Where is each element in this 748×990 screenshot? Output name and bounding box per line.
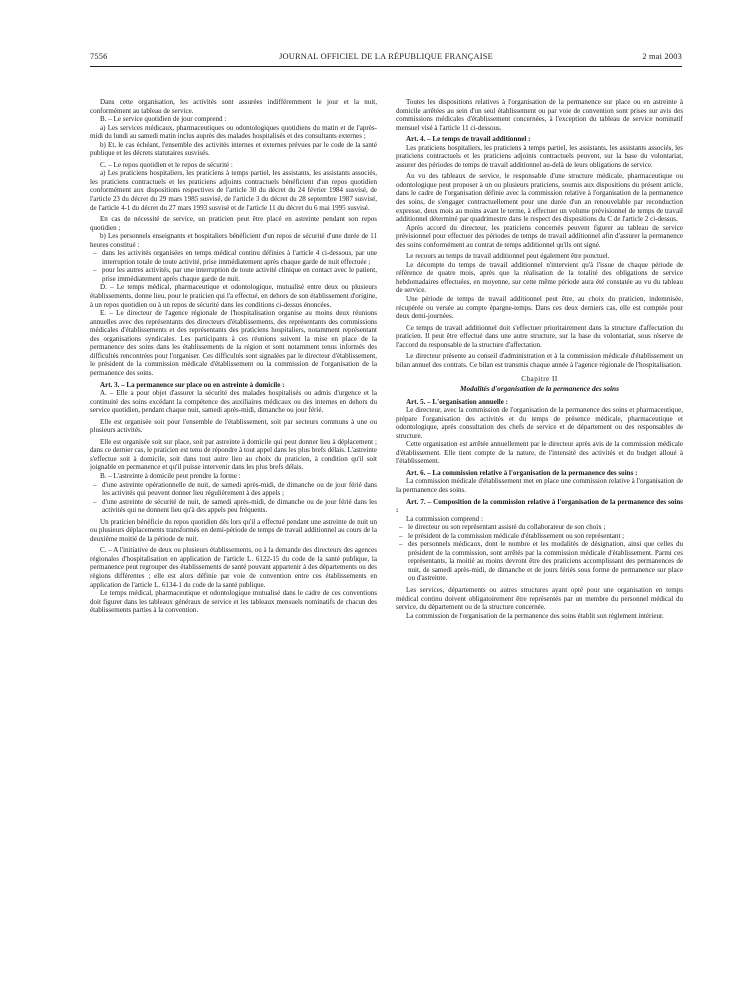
paragraph: Les services, départements ou autres structures ayant opté pour une organisation en temps médical continu doivent obligatoirement être représentés par un membre du personnel médical du service, du département ou de la structure concernée. <box>396 585 683 612</box>
paragraph: Cette organisation est arrêtée annuellement par le directeur après avis de la commission médicale d'établissement. Elle tient compte de la nature, de l'intensité des activités et du budget alloué à l'établissement. <box>396 440 683 466</box>
paragraph: A. – Elle a pour objet d'assurer la sécurité des malades hospitalisés ou admis d'urgence et la continuité des soins excédant la compétence des auxiliaires médicaux ou des internes en dehors du service quotidien, pendant chaque nuit, samedi après-midi, dimanche ou jour férié. <box>90 389 377 415</box>
bullet-list <box>90 481 377 515</box>
paragraph: Elle est organisée soit pour l'ensemble de l'établissement, soit par secteurs communs à une ou plusieurs activités. <box>90 417 377 435</box>
paragraph: Le décompte du temps de travail additionnel n'intervient qu'à l'issue de chaque période de référence de quatre mois, après que la réalisation de la totalité des obligations de service hebdomadaires effectuées, en moyenne, sur cette même période aura été constatée au vu du tableau de service. <box>396 260 683 295</box>
paragraph: Au vu des tableaux de service, le responsable d'une structure médicale, pharmaceutique ou odontologique peut proposer à un ou plusieurs praticiens, soumis aux dispositions du présent article, dans le cadre de l'organisation définie avec la commission relative à l'organisation de la permanence des soins, de s'engager contractuellement pour une durée d'un an renouvelable par reconduction expresse, deux mois au moins avant le terme, à effectuer un volume prévisionnel de temps de travail additionnel déterminé par quadrimestre dans le respect des dispositions du C de l'article 2 ci-dessus. <box>396 172 683 224</box>
paragraph: La commission comprend : <box>406 514 483 523</box>
paragraph: a) Les praticiens hospitaliers, les praticiens à temps partiel, les assistants, les assistants associés, les praticiens contractuels et les praticiens adjoints contractuels bénéficient d'un repos quotidien conformément aux dispositions respectives de l'article 30 du décret du 24 février 1984 susvisé, de l'article 23 du décret du 29 mars 1985 susvisé, de l'article 3 du décret du 28 septembre 1987 susvisé, de l'article 4-1 du décret du 27 mars 1993 susvisé et de l'article 11 du décret du 6 mai 1995 susvisé. <box>90 169 377 212</box>
header-rule <box>90 66 682 67</box>
paragraph: b) Et, le cas échéant, l'ensemble des activités internes et externes prévues par le code de la santé publique et les décrets statutaires susvisés. <box>90 140 377 158</box>
article-heading: Art. 3. – La permanence sur place ou en astreinte à domicile : <box>100 380 285 389</box>
page-number: 7556 <box>90 52 108 61</box>
left-column <box>90 98 377 615</box>
paragraph: E. – Le directeur de l'agence régionale de l'hospitalisation organise au moins deux réunions annuelles avec des représentants des directeurs d'établissements, des représentants des commissions médicales d'établissements et des représentants des praticiens hospitaliers, notamment représentant des organisations syndicales. Les participants à ces réunions suivent la mise en place de la permanence des soins dans les établissements de la région et sont notamment tenus informés des difficultés rencontrées pour l'organiser. Ces difficultés sont signalées par le directeur d'établissement, le président de la commission médicale d'établissement ou la commission de l'organisation de la permanence des soins. <box>90 309 377 377</box>
paragraph: En cas de nécessité de service, un praticien peut être placé en astreinte pendant son repos quotidien ; <box>90 215 377 232</box>
paragraph: D. – Le temps médical, pharmaceutique et odontologique, mutualisé entre deux ou plusieurs établissements, donne lieu, pour le praticien qui l'a effectué, en dehors de son établissement d'origine, à un repos quotidien ou à un repos de sécurité dans les conditions ci-dessus énoncées. <box>90 283 377 309</box>
page-header <box>90 52 682 66</box>
bullet-list <box>90 249 377 283</box>
paragraph: Dans cette organisation, les activités sont assurées indifféremment le jour et la nuit, conformément au tableau de service. <box>90 98 377 115</box>
chapter-title: Modalités d'organisation de la permanence des soins <box>460 383 619 393</box>
paragraph: Les praticiens hospitaliers, les praticiens à temps partiel, les assistants, les assistants associés, les praticiens contractuels et les praticiens adjoints contractuels peuvent, sur la base du volontariat, assurer des périodes de temps de travail additionnel au-delà de leurs obligations de service. <box>396 143 683 169</box>
bullet-list <box>396 523 683 583</box>
list-item: – le président de la commission médicale d'établissement ou son représentant ; <box>396 532 683 541</box>
journal-title: JOURNAL OFFICIEL DE LA RÉPUBLIQUE FRANÇAISE <box>279 52 493 61</box>
paragraph: Ce temps de travail additionnel doit s'effectuer prioritairement dans la structure d'affectation du praticien. Il peut être effectué dans une autre structure, sur la base du volontariat, sous réserve de l'accord du responsable de la structure d'affectation. <box>396 323 683 349</box>
paragraph: Le directeur présente au conseil d'administration et à la commission médicale d'établissement un bilan annuel des contrats. Ce bilan est transmis chaque année à l'agence régionale de l'hospitalisation. <box>396 352 683 369</box>
article-heading: Art. 5. – L'organisation annuelle : <box>406 397 508 406</box>
list-item: – le directeur ou son représentant assisté du collaborateur de son choix ; <box>396 523 683 532</box>
list-item: – pour les autres activités, par une interruption de toute activité clinique en contact avec le patient, prise immédiatement après chaque garde de nuit. <box>90 266 377 283</box>
issue-date: 2 mai 2003 <box>642 52 682 61</box>
paragraph: Le temps médical, pharmaceutique et odontologique mutualisé dans le cadre de ces conventions doit figurer dans les tableaux généraux de service et les tableaux mensuels nominatifs de chacun des établissements parties à la convention. <box>90 589 377 615</box>
paragraph: Elle est organisée soit sur place, soit par astreinte à domicile qui peut donner lieu à déplacement ; dans ce dernier cas, le praticien est tenu de répondre à tout appel dans les plus brefs délais. L'astreinte s'effectue soit à domicile, soit dans tout autre lieu au choix du praticien, à condition qu'il soit joignable en permanence et qu'il puisse intervenir dans les plus brefs délais. <box>90 437 377 472</box>
paragraph: Le recours au temps de travail additionnel peut également être ponctuel. <box>406 252 610 261</box>
paragraph: C. – A l'initiative de deux ou plusieurs établissements, ou à la demande des directeurs des agences régionales d'hospitalisation en application de l'article L. 6122-15 du code de la santé publique, la permanence peut regrouper des établissements de santé pouvant appartenir à des départements ou des régions différentes ; elle est alors définie par voie de convention entre ces établissements en application de l'article L. 6134-1 du code de la santé publique. <box>90 546 377 589</box>
paragraph: B. – Le service quotidien de jour comprend : <box>100 115 227 124</box>
paragraph: Après accord du directeur, les praticiens concernés peuvent figurer au tableau de service prévisionnel pour effectuer des périodes de temps de travail additionnel afin d'assurer la permanence des soins conformément au contrat de temps additionnel qu'ils ont signé. <box>396 223 683 249</box>
paragraph: b) Les personnels enseignants et hospitaliers bénéficient d'un repos de sécurité d'une durée de 11 heures constitué : <box>90 232 377 249</box>
article-heading: Art. 6. – La commission relative à l'organisation de la permanence des soins : <box>406 468 638 477</box>
right-column <box>396 98 683 620</box>
paragraph: La commission médicale d'établissement met en place une commission relative à l'organisation de la permanence des soins. <box>396 477 683 494</box>
list-item: – d'une astreinte opérationnelle de nuit, de samedi après-midi, de dimanche ou de jour férié dans les activités qui peuvent donner lieu régulièrement à des appels ; <box>90 481 377 498</box>
paragraph: B. – L'astreinte à domicile peut prendre la forme : <box>100 471 241 480</box>
paragraph: Le directeur, avec la commission de l'organisation de la permanence des soins et pharmaceutique, prépare l'organisation des activités et du temps de présence médicale, pharmaceutique et odontologique, après consultation des chefs de service et de département ou des responsables de structure. <box>396 406 683 440</box>
paragraph: La commission de l'organisation de la permanence des soins établit son règlement intérieur. <box>406 611 664 620</box>
list-item: – des personnels médicaux, dont le nombre et les modalités de désignation, ainsi que celles du président de la commission, sont arrêtés par la commission médicale d'établissement. Parmi ces représentants, la moitié au moins devront être des praticiens accomplissant des permanences de nuit, de samedi après-midi, de dimanche et de jours fériés sous forme de permanence sur place ou d'astreinte. <box>396 540 683 583</box>
paragraph: Un praticien bénéficie du repos quotidien dès lors qu'il a effectué pendant une astreinte de nuit un ou plusieurs déplacements transformés en demi-période de temps de travail additionnel au cours de la deuxième moitié de la période de nuit. <box>90 517 377 543</box>
chapter-number: Chapitre II <box>521 375 558 384</box>
paragraph: Toutes les dispositions relatives à l'organisation de la permanence sur place ou en astreinte à domicile arrêtées au sein d'un seul établissement ou par voie de convention sont prises sur avis des commissions médicales d'établissement concernées, à l'exception du tableau de service nominatif mensuel visé à l'article 11 ci-dessous. <box>396 98 683 132</box>
article-heading: Art. 4. – Le temps de travail additionnel : <box>406 135 531 144</box>
paragraph: C. – Le repos quotidien et le repos de sécurité : <box>100 160 233 169</box>
paragraph: a) Les services médicaux, pharmaceutiques ou odontologiques quotidiens du matin et de l'après-midi du lundi au samedi matin inclus auprès des malades hospitalisés et des consultants externes ; <box>90 123 377 141</box>
article-heading: Art. 7. – Composition de la commission relative à l'organisation de la permanence des soins : <box>396 497 683 515</box>
paragraph: Une période de temps de travail additionnel peut être, au choix du praticien, indemnisée, récupérée ou versée au compte épargne-temps. Dans ces deux derniers cas, elle est comptée pour deux demi-journées. <box>396 295 683 321</box>
list-item: – d'une astreinte de sécurité de nuit, de samedi après-midi, de dimanche ou de jour férié dans les activités qui ne donnent lieu qu'à des appels peu fréquents. <box>90 498 377 515</box>
list-item: – dans les activités organisées en temps médical continu définies à l'article 4 ci-dessous, par une interruption totale de toute activité, prise immédiatement après chaque garde de nuit effectuée ; <box>90 249 377 266</box>
